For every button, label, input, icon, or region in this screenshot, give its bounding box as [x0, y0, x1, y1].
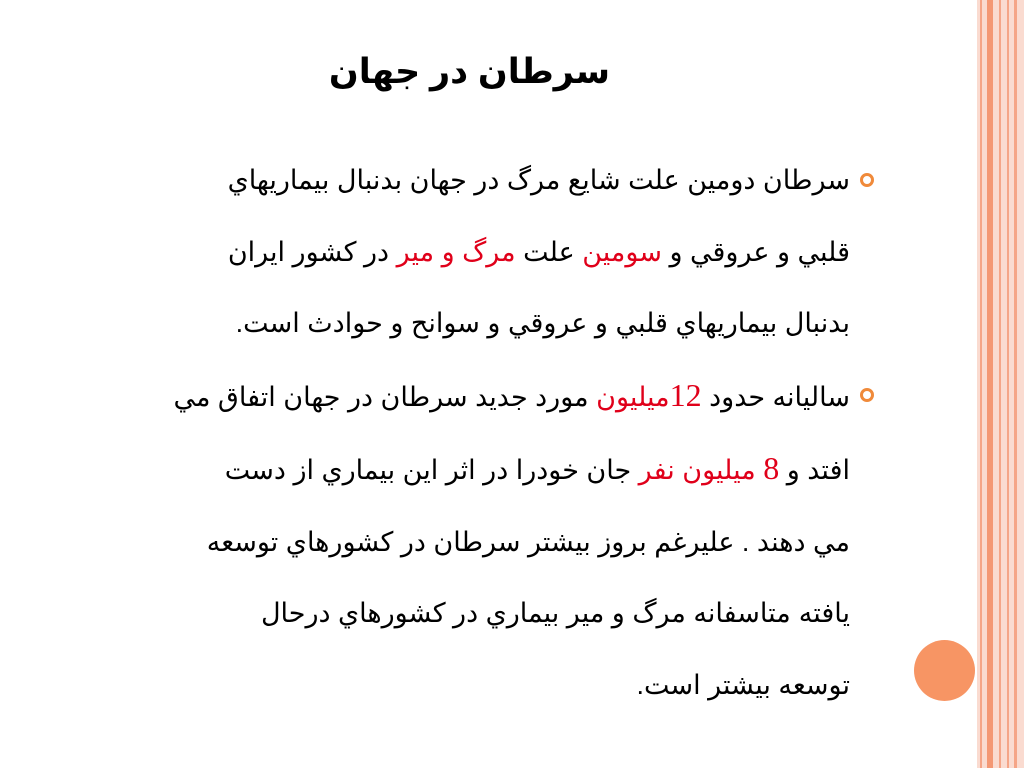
bullet-paragraph-2 — [60, 360, 850, 722]
text-line — [60, 217, 850, 289]
text-span: ساليانه حدود — [701, 381, 850, 412]
text-span: در کشور ايران — [227, 236, 397, 267]
bullet-icon — [860, 388, 874, 402]
text-line — [60, 360, 850, 434]
text-span: متاسفانه مرگ و مير بيماري در کشورهاي درحال — [260, 598, 791, 628]
text-span: علت — [515, 236, 583, 267]
slide-title: سرطان در جهان — [328, 52, 610, 91]
highlight-third: سومين — [582, 236, 662, 267]
highlight-number-8: 8 — [763, 450, 780, 486]
highlight-million: ميليون — [596, 381, 670, 412]
highlight-number-12: 12 — [669, 376, 702, 413]
border-line — [980, 0, 982, 768]
text-span: مورد جديد سرطان در جهان اتفاق مي — [173, 381, 597, 412]
text-span: جان خودرا در اثر اين بيماري از دست — [224, 455, 639, 485]
text-span: يافته — [798, 598, 850, 628]
text-span: افتد و — [779, 455, 850, 485]
text-line: توسعه بيشتر است. — [636, 669, 850, 700]
bullet-icon — [860, 173, 874, 187]
highlight-mortality: مرگ و مير — [396, 236, 516, 267]
border-line — [987, 0, 993, 768]
text-line: بدنبال بيماريهاي قلبي و عروقي و سوانح و حوادث است. — [235, 308, 850, 338]
border-line — [1007, 0, 1009, 768]
border-line — [1014, 0, 1017, 768]
text-line — [60, 578, 850, 650]
text-span: قلبي و عروقي و — [661, 236, 850, 267]
text-line — [60, 433, 850, 507]
bullet-paragraph-1 — [60, 145, 850, 360]
border-line — [999, 0, 1001, 768]
text-line: سرطان دومين علت شايع مرگ در جهان بدنبال بيماريهاي — [227, 165, 850, 195]
slide-content — [60, 145, 850, 721]
text-line: مي دهند . عليرغم بروز بيشتر سرطان در کشورهاي توسعه — [206, 526, 850, 557]
highlight-million-people: ميليون نفر — [638, 455, 764, 485]
decorative-circle — [914, 640, 975, 701]
